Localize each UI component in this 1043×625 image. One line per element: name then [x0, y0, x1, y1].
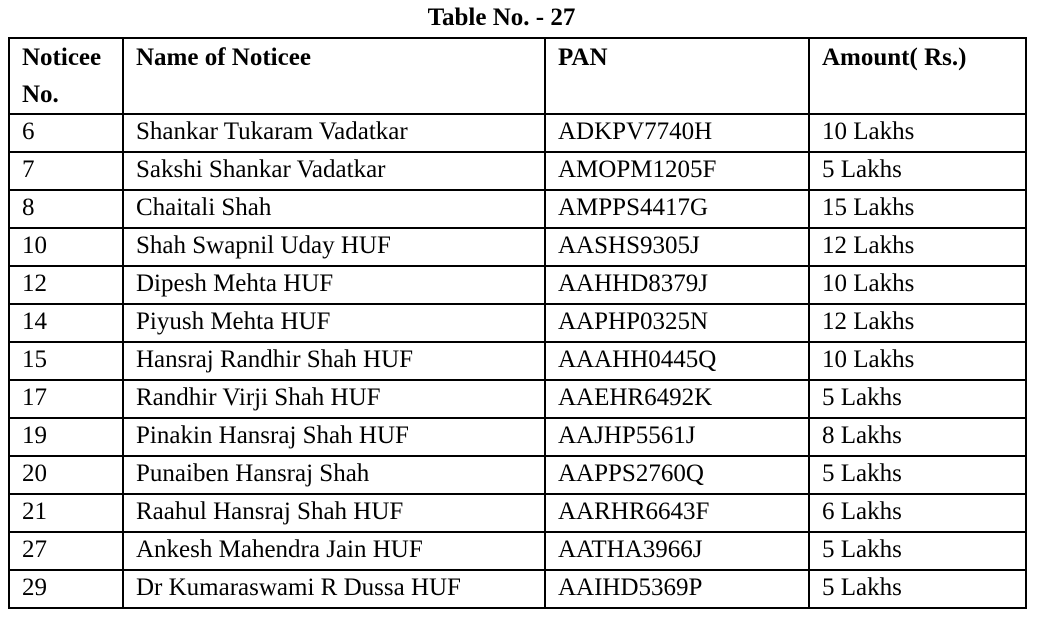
pan-cell: AMOPM1205F	[545, 152, 809, 190]
table-header	[9, 38, 1026, 114]
noticee-name-cell: Dr Kumaraswami R Dussa HUF	[123, 570, 545, 608]
noticee-name-cell: Dipesh Mehta HUF	[123, 266, 545, 304]
noticee-no-cell: 29	[9, 570, 123, 608]
pan-cell: AARHR6643F	[545, 494, 809, 532]
pan-cell: ADKPV7740H	[545, 114, 809, 152]
noticee-table	[8, 37, 1027, 609]
header-pan: PAN	[545, 38, 809, 114]
noticee-name-cell: Shah Swapnil Uday HUF	[123, 228, 545, 266]
table-row	[9, 342, 1026, 380]
header-amount: Amount( Rs.)	[809, 38, 1026, 114]
pan-cell: AATHA3966J	[545, 532, 809, 570]
noticee-name-cell: Punaiben Hansraj Shah	[123, 456, 545, 494]
pan-cell: AAJHP5561J	[545, 418, 809, 456]
table-row	[9, 494, 1026, 532]
amount-cell: 12 Lakhs	[809, 304, 1026, 342]
table-row	[9, 266, 1026, 304]
amount-cell: 8 Lakhs	[809, 418, 1026, 456]
table-caption: Table No. - 27	[427, 4, 576, 31]
table-row	[9, 418, 1026, 456]
table-row	[9, 152, 1026, 190]
noticee-name-cell: Raahul Hansraj Shah HUF	[123, 494, 545, 532]
table-row	[9, 532, 1026, 570]
pan-cell: AAPPS2760Q	[545, 456, 809, 494]
table-row	[9, 456, 1026, 494]
noticee-no-cell: 6	[9, 114, 123, 152]
header-noticee-no-line1: Noticee	[22, 44, 102, 71]
noticee-name-cell: Shankar Tukaram Vadatkar	[123, 114, 545, 152]
header-name: Name of Noticee	[123, 38, 545, 114]
amount-cell: 15 Lakhs	[809, 190, 1026, 228]
amount-cell: 10 Lakhs	[809, 266, 1026, 304]
table-row	[9, 114, 1026, 152]
pan-cell: AASHS9305J	[545, 228, 809, 266]
noticee-no-cell: 14	[9, 304, 123, 342]
pan-cell: AAHHD8379J	[545, 266, 809, 304]
pan-cell: AMPPS4417G	[545, 190, 809, 228]
amount-cell: 5 Lakhs	[809, 380, 1026, 418]
amount-cell: 5 Lakhs	[809, 456, 1026, 494]
amount-cell: 5 Lakhs	[809, 152, 1026, 190]
table-row	[9, 228, 1026, 266]
noticee-name-cell: Pinakin Hansraj Shah HUF	[123, 418, 545, 456]
table-row	[9, 190, 1026, 228]
noticee-name-cell: Piyush Mehta HUF	[123, 304, 545, 342]
noticee-no-cell: 21	[9, 494, 123, 532]
noticee-no-cell: 7	[9, 152, 123, 190]
noticee-no-cell: 27	[9, 532, 123, 570]
header-noticee-no-line2: No.	[22, 81, 59, 108]
noticee-no-cell: 20	[9, 456, 123, 494]
table-row	[9, 570, 1026, 608]
noticee-no-cell: 19	[9, 418, 123, 456]
pan-cell: AAPHP0325N	[545, 304, 809, 342]
table-row	[9, 380, 1026, 418]
table-body	[9, 114, 1026, 608]
noticee-name-cell: Ankesh Mahendra Jain HUF	[123, 532, 545, 570]
noticee-name-cell: Chaitali Shah	[123, 190, 545, 228]
amount-cell: 5 Lakhs	[809, 570, 1026, 608]
noticee-name-cell: Sakshi Shankar Vadatkar	[123, 152, 545, 190]
amount-cell: 5 Lakhs	[809, 532, 1026, 570]
pan-cell: AAAHH0445Q	[545, 342, 809, 380]
noticee-no-cell: 8	[9, 190, 123, 228]
table-row	[9, 304, 1026, 342]
noticee-no-cell: 15	[9, 342, 123, 380]
noticee-name-cell: Randhir Virji Shah HUF	[123, 380, 545, 418]
amount-cell: 6 Lakhs	[809, 494, 1026, 532]
header-noticee-no	[9, 38, 123, 114]
noticee-name-cell: Hansraj Randhir Shah HUF	[123, 342, 545, 380]
amount-cell: 10 Lakhs	[809, 342, 1026, 380]
header-row	[9, 38, 1026, 114]
noticee-no-cell: 17	[9, 380, 123, 418]
amount-cell: 12 Lakhs	[809, 228, 1026, 266]
pan-cell: AAIHD5369P	[545, 570, 809, 608]
noticee-no-cell: 10	[9, 228, 123, 266]
pan-cell: AAEHR6492K	[545, 380, 809, 418]
amount-cell: 10 Lakhs	[809, 114, 1026, 152]
noticee-no-cell: 12	[9, 266, 123, 304]
